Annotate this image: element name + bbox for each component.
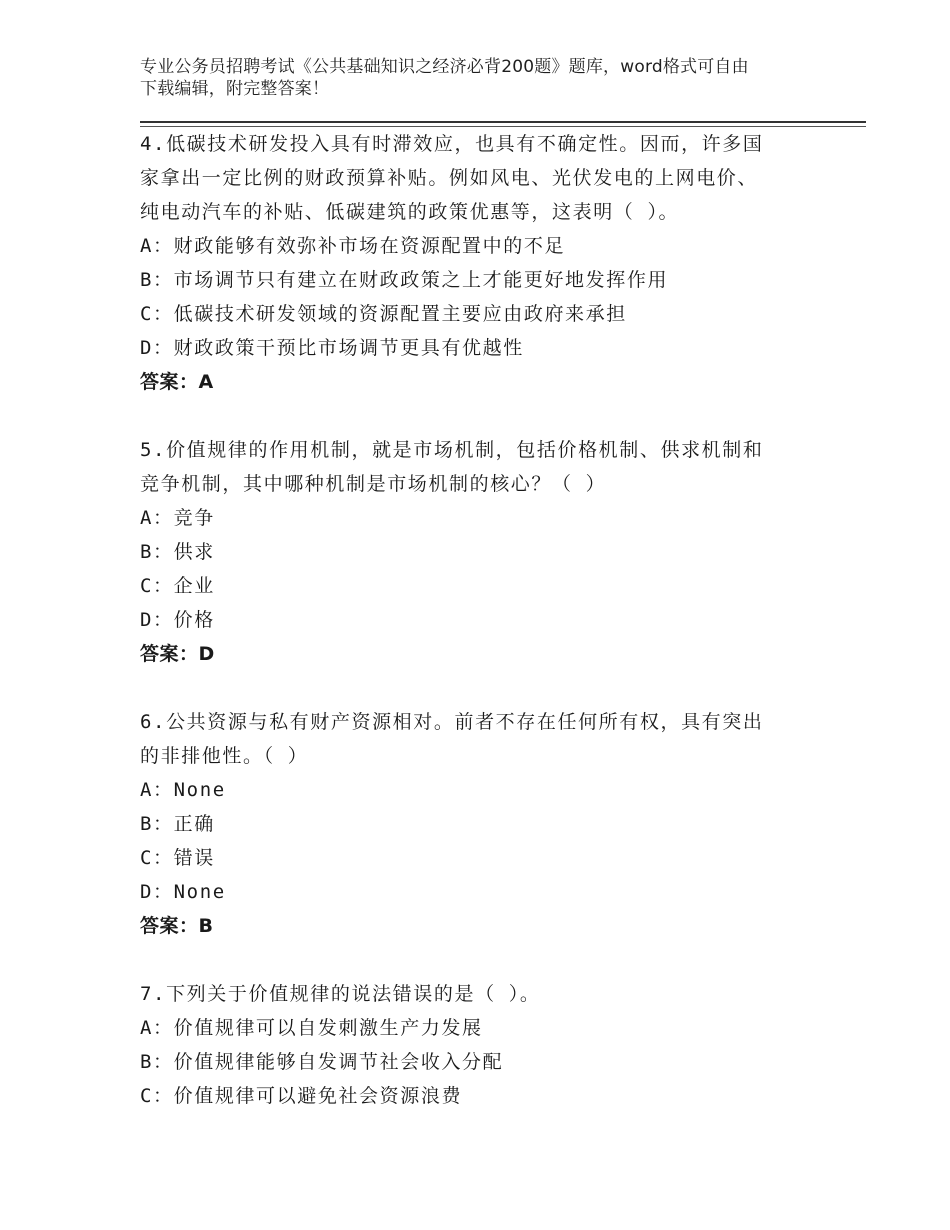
option-a: A：价值规律可以自发刺激生产力发展: [140, 1017, 483, 1039]
option-b: B：供求: [140, 541, 215, 563]
option-a: A：None: [140, 779, 226, 801]
question-spacer: [140, 671, 840, 705]
question-text-line: 4.低碳技术研发投入具有时滞效应，也具有不确定性。因而，许多国: [140, 133, 764, 155]
question-text-line: 家拿出一定比例的财政预算补贴。例如风电、光伏发电的上网电价、: [140, 167, 759, 189]
question-spacer: [140, 943, 840, 977]
question-text-line: 6.公共资源与私有财产资源相对。前者不存在任何所有权，具有突出: [140, 711, 764, 733]
option-d: D：价格: [140, 609, 215, 631]
header-line-1: 专业公务员招聘考试《公共基础知识之经济必背200题》题库，word格式可自由: [140, 57, 749, 77]
header-divider-thick: [140, 121, 866, 123]
option-c: C：低碳技术研发领域的资源配置主要应由政府来承担: [140, 303, 627, 325]
option-c: C：错误: [140, 847, 215, 869]
question-list: [140, 127, 840, 1113]
header-line-2: 下载编辑，附完整答案！: [140, 79, 330, 99]
page-header: [140, 56, 830, 100]
option-b: B：正确: [140, 813, 215, 835]
option-b: B：价值规律能够自发调节社会收入分配: [140, 1051, 504, 1073]
option-d: D：None: [140, 881, 226, 903]
question-text-line: 的非排他性。（ ）: [140, 745, 309, 767]
question-text-line: 7.下列关于价值规律的说法错误的是（ ）。: [140, 983, 541, 1005]
answer-line: 答案：D: [140, 643, 215, 665]
option-b: B：市场调节只有建立在财政政策之上才能更好地发挥作用: [140, 269, 669, 291]
option-d: D：财政政策干预比市场调节更具有优越性: [140, 337, 524, 359]
option-c: C：价值规律可以避免社会资源浪费: [140, 1085, 463, 1107]
answer-line: 答案：B: [140, 915, 214, 937]
option-a: A：竞争: [140, 507, 215, 529]
option-c: C：企业: [140, 575, 215, 597]
question-6: [140, 705, 840, 943]
question-7: [140, 977, 840, 1113]
question-text-line: 纯电动汽车的补贴、低碳建筑的政策优惠等，这表明（ ）。: [140, 201, 680, 223]
option-a: A：财政能够有效弥补市场在资源配置中的不足: [140, 235, 566, 257]
answer-line: 答案：A: [140, 371, 214, 393]
question-4: [140, 127, 840, 399]
question-text-line: 竞争机制，其中哪种机制是市场机制的核心？（ ）: [140, 473, 607, 495]
question-spacer: [140, 399, 840, 433]
question-text-line: 5.价值规律的作用机制，就是市场机制，包括价格机制、供求机制和: [140, 439, 764, 461]
question-5: [140, 433, 840, 671]
